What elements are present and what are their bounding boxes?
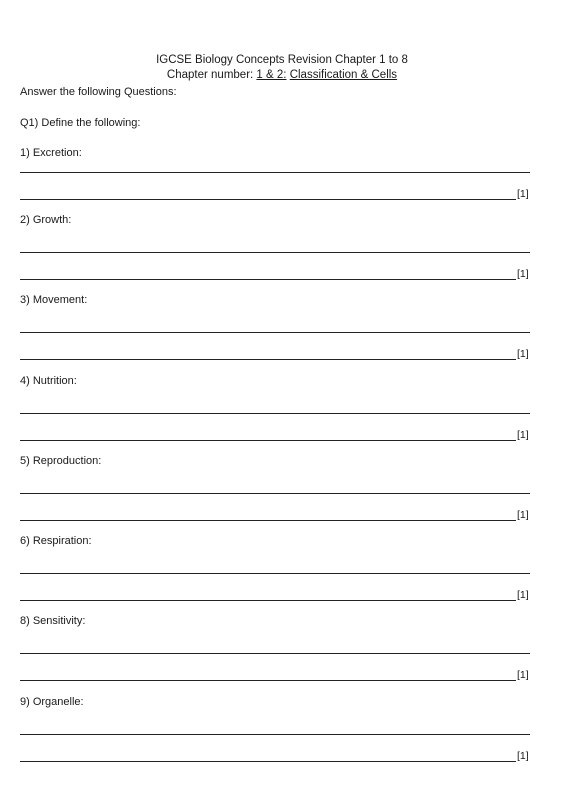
- answer-line[interactable]: [20, 653, 530, 654]
- marks-label: [1]: [517, 669, 529, 681]
- item-label: 4) Nutrition:: [20, 375, 77, 387]
- chapter-line: [0, 68, 564, 83]
- item-label: 9) Organelle:: [20, 696, 84, 708]
- worksheet-title: IGCSE Biology Concepts Revision Chapter 1 to 8: [156, 54, 408, 66]
- marks-label: [1]: [517, 589, 529, 601]
- answer-line[interactable]: [20, 199, 516, 200]
- marks-label: [1]: [517, 348, 529, 360]
- item-label: 3) Movement:: [20, 294, 88, 306]
- answer-line[interactable]: [20, 573, 530, 574]
- answer-line[interactable]: [20, 680, 516, 681]
- answer-line[interactable]: [20, 413, 530, 414]
- worksheet-header: [0, 53, 564, 83]
- answer-line[interactable]: [20, 359, 516, 360]
- question-heading: Q1) Define the following:: [20, 117, 141, 129]
- marks-label: [1]: [517, 509, 529, 521]
- item-label: 8) Sensitivity:: [20, 615, 86, 627]
- chapter-prefix: Chapter number:: [166, 69, 257, 81]
- item-label: 2) Growth:: [20, 214, 72, 226]
- item-label: 6) Respiration:: [20, 535, 92, 547]
- chapter-number: 1 & 2:: [256, 69, 287, 81]
- answer-line[interactable]: [20, 761, 516, 762]
- chapter-topic: Classification & Cells: [289, 69, 398, 81]
- answer-line[interactable]: [20, 600, 516, 601]
- answer-line[interactable]: [20, 734, 530, 735]
- answer-line[interactable]: [20, 252, 530, 253]
- answer-line[interactable]: [20, 520, 516, 521]
- marks-label: [1]: [517, 268, 529, 280]
- instruction-text: Answer the following Questions:: [20, 86, 177, 98]
- answer-line[interactable]: [20, 332, 530, 333]
- answer-line[interactable]: [20, 279, 516, 280]
- marks-label: [1]: [517, 188, 529, 200]
- item-label: 1) Excretion:: [20, 147, 82, 159]
- answer-line[interactable]: [20, 440, 516, 441]
- marks-label: [1]: [517, 750, 529, 762]
- item-label: 5) Reproduction:: [20, 455, 102, 467]
- answer-line[interactable]: [20, 172, 530, 173]
- answer-line[interactable]: [20, 493, 530, 494]
- marks-label: [1]: [517, 429, 529, 441]
